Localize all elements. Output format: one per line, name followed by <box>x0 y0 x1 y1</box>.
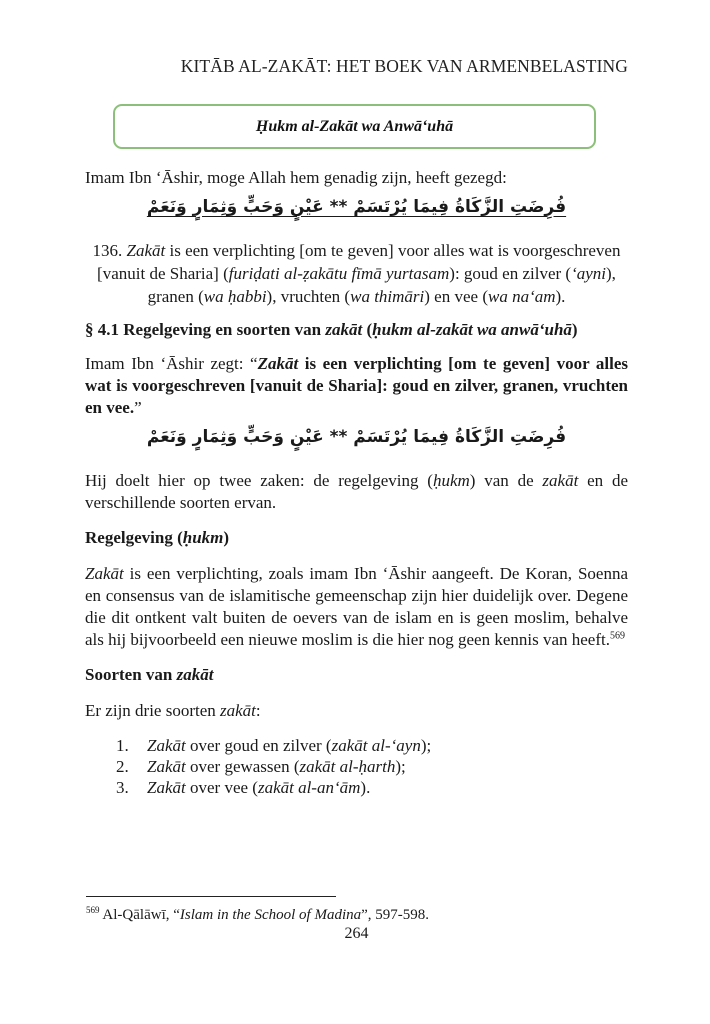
heading-text: ) <box>571 320 578 339</box>
term-zakat: Zakāt <box>85 564 124 583</box>
list-text <box>147 777 370 798</box>
text: over vee ( <box>185 778 258 797</box>
transliteration: zakāt al-ḥarth <box>299 757 396 776</box>
page-number: 264 <box>344 925 369 942</box>
term-zakat: zakāt <box>176 665 214 684</box>
term-zakat: Zakāt <box>147 757 186 776</box>
explanation-paragraph <box>85 470 628 514</box>
list-item <box>116 777 616 798</box>
text: ), granen ( <box>147 264 616 306</box>
transliteration: wa na‘am <box>487 287 556 306</box>
text: ) van de <box>469 471 543 490</box>
paragraph-number: 136. <box>92 241 123 260</box>
text: is een verplichting [om te geven] voor alles wat is voorgeschreven [vanuit de Sharia] ( <box>97 241 621 283</box>
transliteration: ‘ayni <box>571 264 607 283</box>
footnote-author: Al-Qālāwī, “ <box>99 907 180 923</box>
text: en de verschillende soorten ervan. <box>85 471 628 512</box>
subheading-ruling <box>85 527 628 549</box>
chapter-title-box <box>113 104 596 149</box>
quote-close: ” <box>134 398 142 417</box>
text: Hij doelt hier op twee zaken: de regelgeving ( <box>85 471 433 490</box>
quote-text: is een verplichting [om te geven] voor alles wat is voorgeschreven [vanuit de Sharia]: goud en zilver, granen, vruchten en vee. <box>85 354 628 417</box>
term-zakat: Zakāt <box>147 736 186 755</box>
footnote-title: Islam in the School of Madina <box>179 907 362 923</box>
transliteration: wa ḥabbi <box>203 287 267 306</box>
term-zakat: zakāt <box>542 471 579 490</box>
quote-paragraph <box>85 353 628 419</box>
footnote-reference[interactable]: 569 <box>609 630 625 642</box>
term-zakat: Zakāt <box>257 354 299 373</box>
quote-lead: Imam Ibn ‘Āshir zegt: “ <box>85 354 258 373</box>
intro-line: Imam Ibn ‘Āshir, moge Allah hem genadig zijn, heeft gezegd: <box>85 168 507 187</box>
transliteration: ḥukm <box>432 471 470 490</box>
heading-text: ) <box>223 528 230 547</box>
transliteration: zakāt al-an‘ām <box>257 778 361 797</box>
subheading-types <box>85 664 628 686</box>
list-item <box>116 756 616 777</box>
list-text <box>147 735 431 756</box>
term-zakat: Zakāt <box>147 778 186 797</box>
heading-text: ( <box>362 320 373 339</box>
text: ); <box>395 757 406 776</box>
text: is een verplichting, zoals imam Ibn ‘Āshir aangeeft. De Koran, Soenna en consensus van de islamitische gemeenschap zijn hier duidelijk over. Degene die dit ontkent valt buiten de oevers van de islam en is geen moslim, behalve als hij bijvoorbeeld een nieuwe moslim is die hier nog geen kennis van heeft. <box>85 564 628 649</box>
footnote-marker: 569 <box>86 905 100 915</box>
term-zakat: zakāt <box>325 320 363 339</box>
ruling-paragraph <box>85 563 628 651</box>
text: over gewassen ( <box>185 757 300 776</box>
transliteration: ḥukm al-zakāt wa anwā‘uhā <box>372 320 572 339</box>
list-item <box>116 735 616 756</box>
paragraph-136 <box>85 239 628 308</box>
text: Er zijn drie soorten <box>85 701 221 720</box>
footnote <box>86 906 626 924</box>
footnote-pages: ”, 597-598. <box>361 907 430 923</box>
term-zakat: zakāt <box>220 701 256 720</box>
text: ), vruchten ( <box>266 287 351 306</box>
arabic-verse <box>85 424 628 450</box>
text: ). <box>360 778 371 797</box>
arabic-verse-text: فُرِضَتِ الزَّكَاةُ فِيمَا يُرْتَسَمْ ** عَيْنٍ وَحَبٍّ وَثِمَارٍ وَنَعَمْ <box>146 197 567 217</box>
transliteration: zakāt al-‘ayn <box>331 736 421 755</box>
transliteration: wa thimāri <box>350 287 425 306</box>
section-heading <box>85 319 628 341</box>
running-header: KITĀB AL-ZAKĀT: HET BOEK VAN ARMENBELASTING <box>180 56 628 76</box>
text: ). <box>555 287 566 306</box>
heading-text: § 4.1 Regelgeving en soorten van <box>85 320 326 339</box>
text: ); <box>420 736 432 755</box>
arabic-verse-text: فُرِضَتِ الزَّكَاةُ فِيمَا يُرْتَسَمْ ** عَيْنٍ وَحَبٍّ وَثِمَارٍ وَنَعَمْ <box>146 427 567 447</box>
types-list <box>116 735 616 798</box>
types-intro <box>85 700 628 722</box>
list-text <box>147 756 406 777</box>
term-zakat: Zakāt <box>126 241 166 260</box>
heading-text: Regelgeving ( <box>85 528 183 547</box>
transliteration: furiḍati al-ẓakātu fīmā yurtasam <box>228 264 450 283</box>
text: over goud en zilver ( <box>185 736 332 755</box>
text: ): goud en zilver ( <box>449 264 572 283</box>
heading-text: Soorten van <box>85 665 177 684</box>
list-number: 2. <box>116 757 129 776</box>
list-number: 3. <box>116 778 129 797</box>
footnote-separator <box>86 896 336 897</box>
text: ) en vee ( <box>424 287 488 306</box>
chapter-title: Ḥukm al-Zakāt wa Anwā‘uhā <box>255 117 454 135</box>
transliteration: ḥukm <box>182 528 224 547</box>
text: : <box>255 701 261 720</box>
list-number: 1. <box>116 736 129 755</box>
arabic-verse-underlined <box>85 194 628 220</box>
